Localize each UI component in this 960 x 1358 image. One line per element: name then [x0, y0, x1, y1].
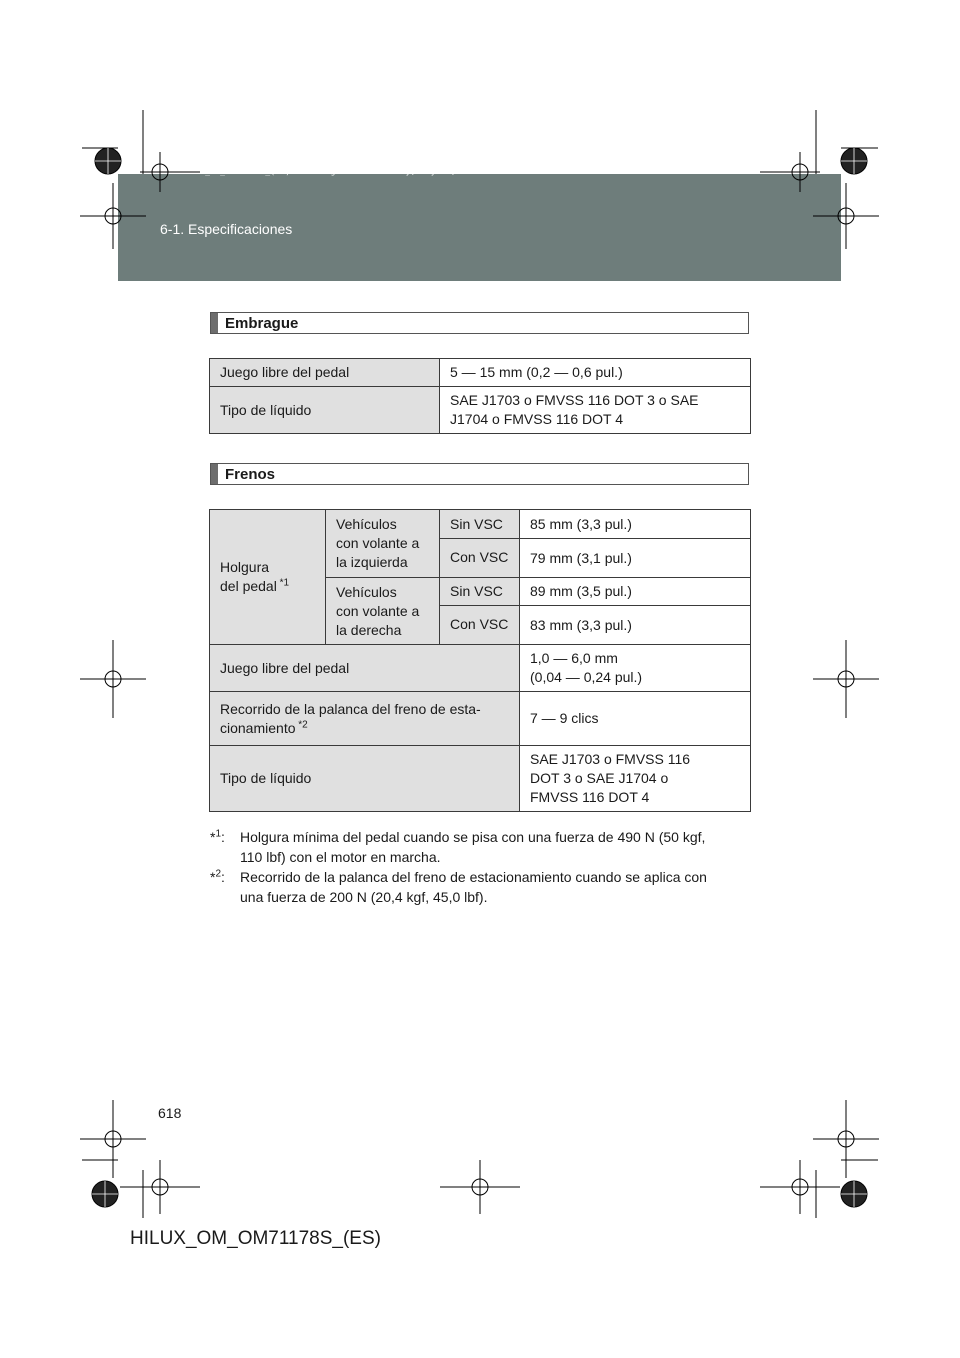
liquido-label: Tipo de líquido [210, 746, 520, 812]
heading-text: Embrague [225, 315, 299, 332]
variant-value: 89 mm (3,5 pul.) [520, 578, 751, 606]
holgura-label: Holgura del pedal $^{*1}$ [210, 510, 326, 645]
row-label: Tipo de líquido [210, 387, 440, 434]
variant-label: Sin VSC [440, 510, 520, 539]
recorrido-label: Recorrido de la palanca del freno de esta- cionamiento $^{*2}$ [210, 692, 520, 746]
liquido-value: SAE J1703 o FMVSS 116 DOT 3 o SAE J1704 o FMVSS 116 DOT 4 [520, 746, 751, 812]
value-line: SAE J1703 o FMVSS 116 DOT 3 o SAE [450, 392, 699, 408]
value-line: J1704 o FMVSS 116 DOT 4 [450, 411, 624, 427]
variant-value: 83 mm (3,3 pul.) [520, 606, 751, 645]
variant-label: Con VSC [440, 539, 520, 578]
crosshair-icon [80, 640, 146, 718]
crosshair-icon [813, 640, 879, 718]
variant-label: Con VSC [440, 606, 520, 645]
rhd-label: Vehículos con volante a la derecha [326, 578, 440, 645]
book-stamp: HILUX_OM_OM71178S_(ES).book Page 618 Wednesday, May 16, 2012 3:09 PM [180, 167, 522, 176]
crosshair-icon [760, 1160, 840, 1214]
variant-label: Sin VSC [440, 578, 520, 606]
crosshair-icon [80, 183, 146, 249]
crosshair-icon [760, 152, 820, 192]
crosshair-icon [813, 183, 879, 249]
variant-value: 79 mm (3,1 pul.) [520, 539, 751, 578]
crosshair-icon [120, 1160, 200, 1214]
row-value: 5 — 15 mm (0,2 — 0,6 pul.) [440, 359, 751, 387]
juego-value: 1,0 — 6,0 mm (0,04 — 0,24 pul.) [520, 645, 751, 692]
page-number: 618 [158, 1105, 182, 1121]
variant-value: 85 mm (3,3 pul.) [520, 510, 751, 539]
section-label: 6-1. Especificaciones [160, 221, 293, 237]
footnote-2: *$^2$: Recorrido de la palanca del freno de estacionamiento cuando se aplica con una fuerza de 200 N (20,4 kgf, 45,0 lbf). [210, 868, 707, 905]
juego-label: Juego libre del pedal [210, 645, 520, 692]
document-code: HILUX_OM_OM71178S_(ES) [130, 1228, 381, 1249]
crosshair-icon [440, 1160, 520, 1214]
crosshair-icon [140, 152, 200, 192]
recorrido-value: 7 — 9 clics [520, 692, 751, 746]
row-label: Juego libre del pedal [210, 359, 440, 387]
footnote-1: *$^1$: Holgura mínima del pedal cuando se pisa con una fuerza de 490 N (50 kgf, 110 lbf) con el motor en marcha. [210, 828, 706, 865]
crosshair-icon [80, 1100, 146, 1178]
heading-text: Frenos [225, 466, 276, 483]
crosshair-icon [813, 1100, 879, 1178]
lhd-label: Vehículos con volante a la izquierda [326, 510, 440, 578]
